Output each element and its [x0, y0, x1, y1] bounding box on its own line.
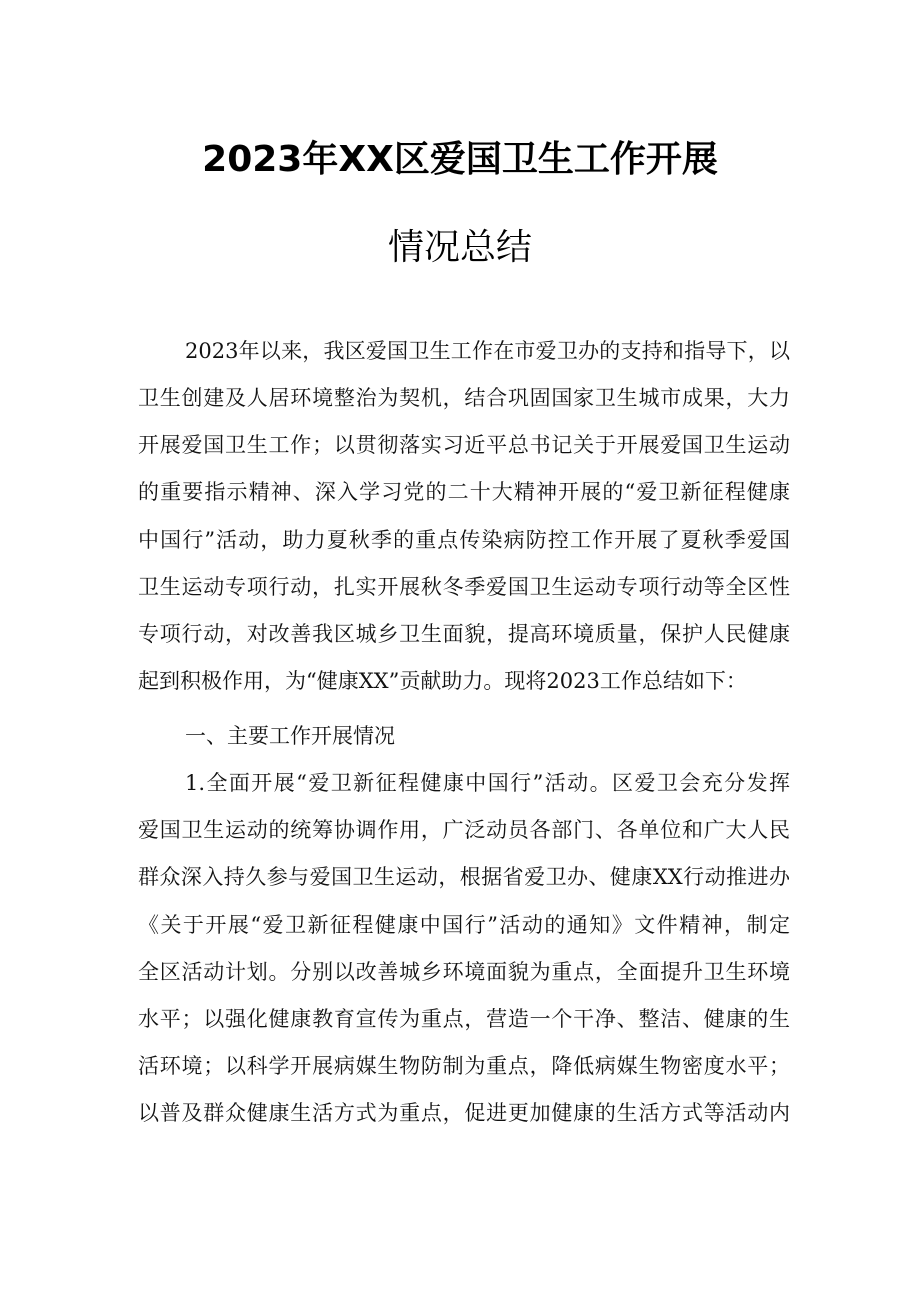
- paragraph-line: 卫生运动专项行动，扎实开展秋冬季爱国卫生运动专项行动等全区性: [138, 575, 790, 599]
- paragraph-line: 全区活动计划。分别以改善城乡环境面貌为重点，全面提升卫生环境: [138, 960, 790, 984]
- document-title-line-1: 2023年XX区爱国卫生工作开展: [202, 139, 718, 180]
- paragraph-line: 的重要指示精神、深入学习党的二十大精神开展的“爱卫新征程健康: [138, 480, 790, 504]
- paragraph-line: 群众深入持久参与爱国卫生运动，根据省爱卫办、健康XX行动推进办: [138, 865, 790, 889]
- paragraph-line: 1.全面开展“爱卫新征程健康中国行”活动。区爱卫会充分发挥: [185, 771, 790, 795]
- paragraph-line: 活环境；以科学开展病媒生物防制为重点，降低病媒生物密度水平；: [138, 1054, 790, 1078]
- paragraph-line: 以普及群众健康生活方式为重点，促进更加健康的生活方式等活动内: [138, 1101, 790, 1125]
- paragraph-line: 水平；以强化健康教育宣传为重点，营造一个干净、整洁、健康的生: [138, 1007, 790, 1031]
- paragraph-line: 爱国卫生运动的统筹协调作用，广泛动员各部门、各单位和广大人民: [138, 818, 790, 842]
- paragraph-line: 专项行动，对改善我区城乡卫生面貌，提高环境质量，保护人民健康: [138, 622, 790, 646]
- paragraph-line: 卫生创建及人居环境整治为契机，结合巩固国家卫生城市成果，大力: [138, 386, 790, 410]
- paragraph-line: 开展爱国卫生工作；以贯彻落实习近平总书记关于开展爱国卫生运动: [138, 433, 790, 457]
- paragraph-line: 2023年以来，我区爱国卫生工作在市爱卫办的支持和指导下，以: [185, 339, 790, 363]
- paragraph-line: 《关于开展“爱卫新征程健康中国行”活动的通知》文件精神，制定: [138, 913, 790, 937]
- paragraph-line: 中国行”活动，助力夏秋季的重点传染病防控工作开展了夏秋季爱国: [138, 528, 790, 552]
- document-title-line-2: 情况总结: [387, 227, 532, 268]
- section-heading: 一、主要工作开展情况: [185, 724, 395, 748]
- paragraph-line: 起到积极作用，为“健康XX”贡献助力。现将2023工作总结如下：: [138, 669, 747, 693]
